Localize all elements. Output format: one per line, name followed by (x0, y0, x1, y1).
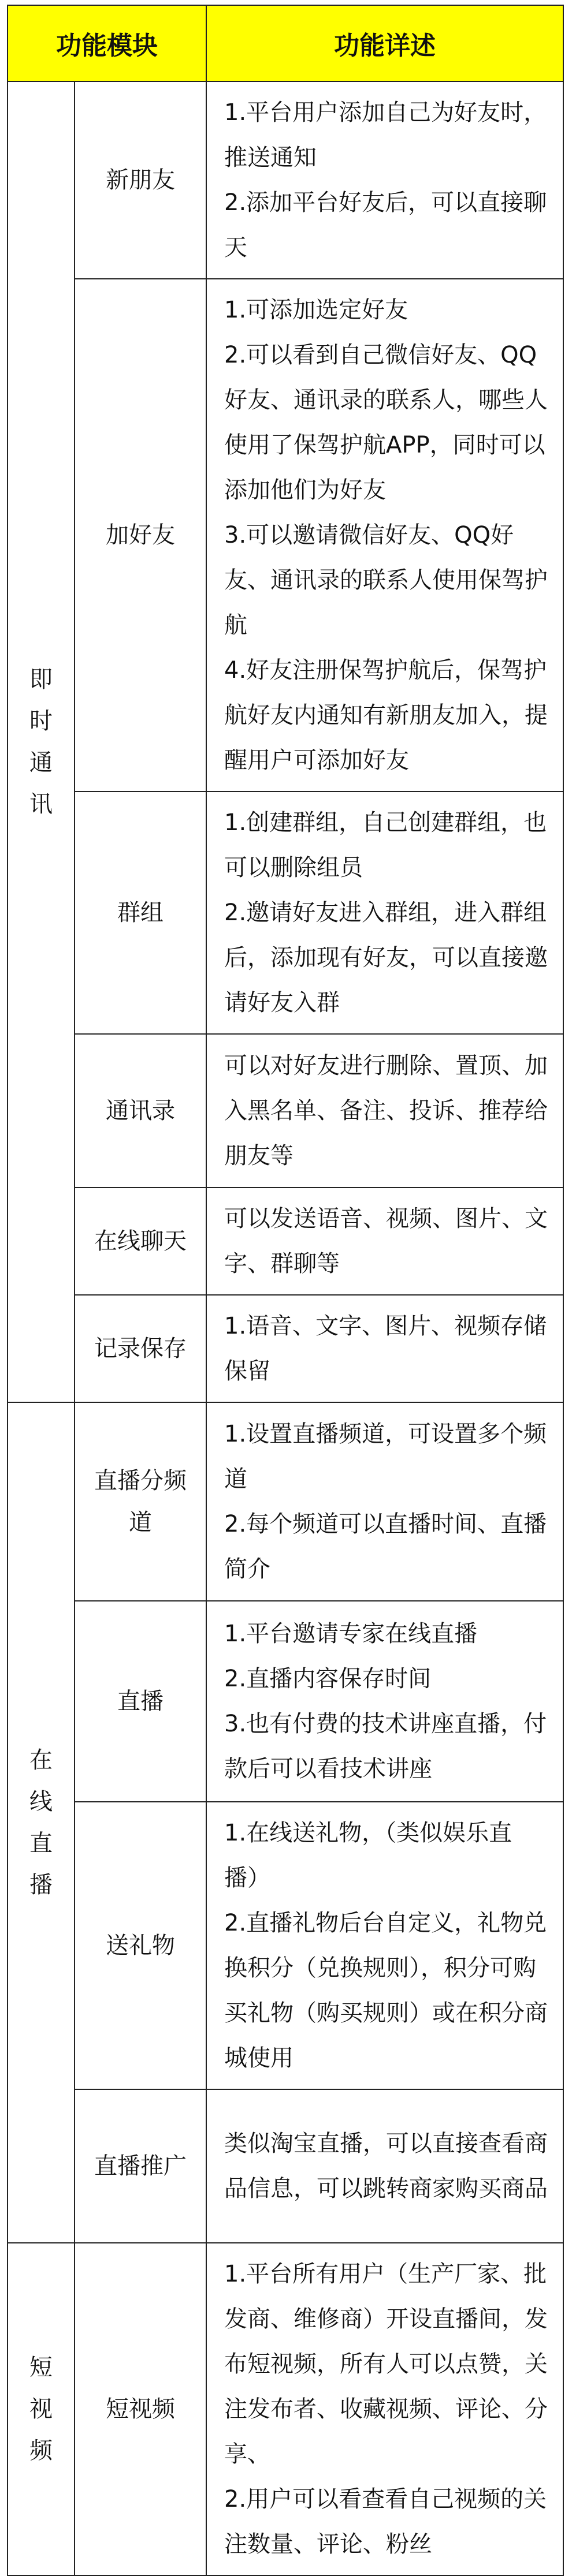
table-row (8, 1802, 563, 2089)
table-header-row (8, 5, 563, 81)
feature-name: 新朋友 (75, 81, 206, 279)
category-cell (8, 2243, 75, 2575)
feature-name: 加好友 (75, 279, 206, 792)
feature-detail: 1.可添加选定好友 2.可以看到自己微信好友、QQ好友、通讯录的联系人，哪些人使用了保驾护航APP，同时可以添加他们为好友 3.可以邀请微信好友、QQ好友、通讯录的联系人使用保驾护航 4.好友注册保驾护航后，保驾护航好友内通知有新朋友加入，提醒用户可添加好友 (206, 279, 563, 792)
feature-name: 在线聊天 (75, 1188, 206, 1295)
table-row (8, 1402, 563, 1601)
feature-detail: 1.平台用户添加自己为好友时，推送通知 2.添加平台好友后，可以直接聊天 (206, 81, 563, 279)
feature-detail: 1.语音、文字、图片、视频存储保留 (206, 1295, 563, 1402)
category-label: 在线直播 (29, 1747, 53, 1898)
feature-name: 通讯录 (75, 1034, 206, 1188)
table-row (8, 279, 563, 792)
feature-detail: 可以对好友进行删除、置顶、加入黑名单、备注、投诉、推荐给朋友等 (206, 1034, 563, 1188)
feature-detail: 1.创建群组，自己创建群组，也可以删除组员 2.邀请好友进入群组，进入群组后，添加现有好友，可以直接邀请好友入群 (206, 792, 563, 1034)
table-row (8, 2089, 563, 2243)
feature-name: 记录保存 (75, 1295, 206, 1402)
feature-detail: 1.平台所有用户（生产厂家、批发商、维修商）开设直播间，发布短视频，所有人可以点赞，关注发布者、收藏视频、评论、分享、 2.用户可以看查看自己视频的关注数量、评论、粉丝 (206, 2243, 563, 2575)
feature-detail: 1.在线送礼物，（类似娱乐直播） 2.直播礼物后台自定义，礼物兑换积分（兑换规则），积分可购买礼物（购买规则）或在积分商城使用 (206, 1802, 563, 2089)
feature-detail: 1.平台邀请专家在线直播 2.直播内容保存时间 3.也有付费的技术讲座直播，付款后可以看技术讲座 (206, 1601, 563, 1802)
feature-name: 送礼物 (75, 1802, 206, 2089)
table-row (8, 1034, 563, 1188)
category-label: 短视频 (29, 2354, 53, 2464)
table-row (8, 2243, 563, 2575)
feature-name: 群组 (75, 792, 206, 1034)
feature-table (7, 5, 564, 2576)
header-module: 功能模块 (8, 5, 206, 81)
feature-name: 直播分频道 (75, 1402, 206, 1601)
table-row (8, 1295, 563, 1402)
table-row (8, 1601, 563, 1802)
table-row (8, 81, 563, 279)
feature-name: 短视频 (75, 2243, 206, 2575)
table-row (8, 1188, 563, 1295)
category-label: 即时通讯 (29, 666, 53, 817)
feature-name: 直播推广 (75, 2089, 206, 2243)
feature-detail: 可以发送语音、视频、图片、文字、群聊等 (206, 1188, 563, 1295)
header-detail: 功能详述 (206, 5, 563, 81)
feature-detail: 1.设置直播频道，可设置多个频道 2.每个频道可以直播时间、直播简介 (206, 1402, 563, 1601)
category-cell (8, 1402, 75, 2243)
table-row (8, 792, 563, 1034)
category-cell (8, 81, 75, 1402)
feature-detail: 类似淘宝直播，可以直接查看商品信息，可以跳转商家购买商品 (206, 2089, 563, 2243)
feature-name: 直播 (75, 1601, 206, 1802)
